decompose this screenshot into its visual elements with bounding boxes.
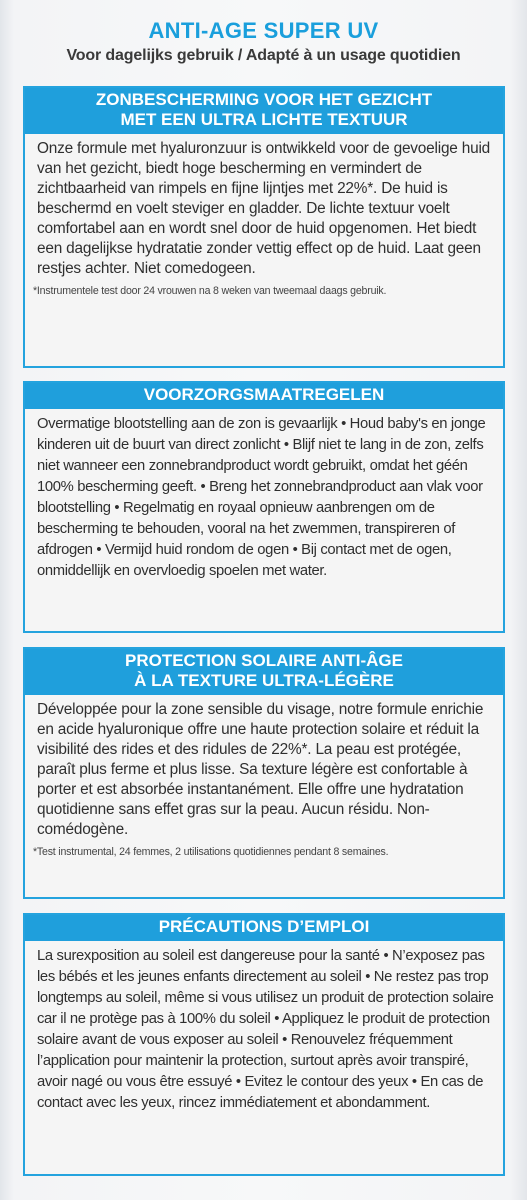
product-title: ANTI-AGE SUPER UV <box>148 18 379 43</box>
section-body: Onze formule met hyaluronzuur is ontwikkeld voor de gevoelige huid van het gezicht, biedt hoge bescherming en vermindert de zichtbaarheid van rimpels en fijne lijntjes met 22%*. De huid is beschermd en voelt steviger en gladder. De lichte textuur voelt comfortabel aan en wordt snel door de huid opgenomen. Het biedt een dagelijkse hydratatie zonder vettig effect op de huid. Laat geen restjes achter. Niet comedogeen. <box>37 140 491 277</box>
heading-line: VOORZORGSMAATREGELEN <box>143 385 385 404</box>
heading-line: ZONBESCHERMING VOOR HET GEZICHT <box>95 90 433 109</box>
section-precautions-nl <box>23 381 505 633</box>
section-face-protection-fr <box>23 647 505 899</box>
section-body: Overmatige blootstelling aan de zon is gevaarlijk • Houd baby's en jonge kinderen uit de buurt van direct zonlicht • Blijf niet te lang in de zon, zelfs niet wanneer een zonnebrandproduct wordt gebruikt, omdat het géén 100% bescherming geeft. • Breng het zonnebrandproduct aan vlak voor blootstelling • Regelmatig en royaal opnieuw aanbrengen om de bescherming te behouden, vooral na het zwemmen, transpireren of afdrogen • Vermijd huid rondom de ogen • Bij contact met de ogen, onmiddellijk en overvloedig spoelen met water. <box>37 416 486 579</box>
footnote: *Test instrumental, 24 femmes, 2 utilisations quotidiennes pendant 8 semaines. <box>33 846 389 858</box>
section-face-protection-nl <box>23 86 505 368</box>
section-heading <box>25 383 503 409</box>
section-precautions-fr <box>23 913 505 1176</box>
section-heading <box>25 915 503 941</box>
usage-subtitle: Voor dagelijks gebruik / Adapté à un usage quotidien <box>66 47 461 64</box>
heading-line: MET EEN ULTRA LICHTE TEXTUUR <box>120 110 408 129</box>
footnote: *Instrumentele test door 24 vrouwen na 8 weken van tweemaal daags gebruik. <box>33 285 387 297</box>
section-heading <box>25 649 503 695</box>
section-body: La surexposition au soleil est dangereuse pour la santé • N’exposez pas les bébés et les jeunes enfants directement au soleil • Ne restez pas trop longtemps au soleil, même si vous utilisez un produit de protection solaire car il ne protège pas à 100% du soleil • Appliquez le produit de protection solaire avant de vous exposer au soleil • Renouvelez fréquemment l’application pour maintenir la protection, surtout après avoir transpiré, avoir nagé ou vous être essuyé • Evitez le contour des yeux • En cas de contact avec les yeux, rincez immédiatement et abondamment. <box>37 948 494 1111</box>
heading-line: PROTECTION SOLAIRE ANTI-ÂGE <box>125 651 403 670</box>
header <box>0 18 527 66</box>
heading-line: PRÉCAUTIONS D’EMPLOI <box>158 917 370 936</box>
section-body: Développée pour la zone sensible du visage, notre formule enrichie en acide hyaluronique offre une haute protection solaire et réduit la visibilité des rides et des ridules de 22%*. La peau est protégée, paraît plus ferme et plus lisse. Sa texture légère est confortable à porter et est absorbée instantanément. Elle offre une hydratation quotidienne sans effet gras sur la peau. Aucun résidu. Non-comédogène. <box>37 701 484 838</box>
section-heading <box>25 88 503 134</box>
heading-line: À LA TEXTURE ULTRA-LÉGÈRE <box>134 671 394 690</box>
